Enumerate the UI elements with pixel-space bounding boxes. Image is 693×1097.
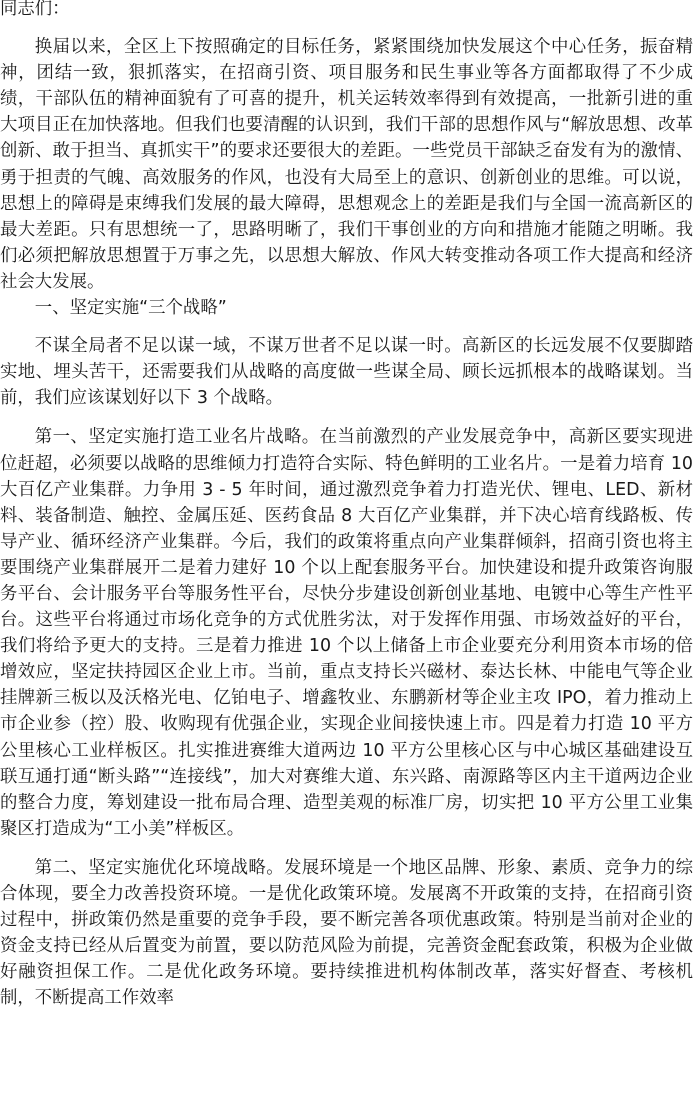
strategy-overview-paragraph: 不谋全局者不足以谋一域，不谋万世者不足以谋一时。高新区的长远发展不仅要脚踏实地、埋头苦干，还需要我们从战略的高度做一些谋全局、顾长远抓根本的战略谋划。当前，我们应该谋划好以下 3 个战略。 [0, 336, 693, 409]
section-heading-three-strategies: 一、坚定实施“三个战略” [34, 298, 227, 319]
industrial-brand-strategy-paragraph: 第一、坚定实施打造工业名片战略。在当前激烈的产业发展竞争中，高新区要实现进位赶超，必须要以战略的思维倾力打造符合实际、特色鲜明的工业名片。一是着力培育 10 大百亿产业集群。力争用 3 - 5 年时间，通过激烈竞争着力打造光伏、锂电、LED、新材料、装备制造、触控、金属压延、医药食品 8 大百亿产业集群，并下决心培育线路板、传导产业、循环经济产业集群。今后，我们的政策将重点向产业集群倾斜，招商引资也将主要围绕产业集群展开二是着力建好 10 个以上配套服务平台。加快建设和提升政策咨询服务平台、会计服务平台等服务性平台，尽快分步建设创新创业基地、电镀中心等生产性平台。这些平台将通过市场化竞争的方式优胜劣汰，对于发挥作用强、市场效益好的平台，我们将给予更大的支持。三是着力推进 10 个以上储备上市企业要充分利用资本市场的倍增效应，坚定扶持园区企业上市。当前，重点支持长兴磁材、泰达长林、中能电气等企业挂牌新三板以及沃格光电、亿铂电子、增鑫牧业、东鹏新材等企业主攻 IPO，着力推动上市企业参（控）股、收购现有优强企业，实现企业间接快速上市。四是着力打造 10 平方公里核心工业样板区。扎实推进赛维大道两边 10 平方公里核心区与中心城区基础建设互联互通打通“断头路”“连接线”，加大对赛维大道、东兴路、南源路等区内主干道两边企业的整合力度，筹划建设一批布局合理、造型美观的标准厂房，切实把 10 平方公里工业集聚区打造成为“工小美”样板区。 [0, 427, 693, 839]
environment-strategy-paragraph: 第二、坚定实施优化环境战略。发展环境是一个地区品牌、形象、素质、竞争力的综合体现，要全力改善投资环境。一是优化政策环境。发展离不开政策的支持，在招商引资过程中，拼政策仍然是重要的竞争手段，要不断完善各项优惠政策。特别是当前对企业的资金支持已经从后置变为前置，要以防范风险为前提，完善资金配套政策，积极为企业做好融资担保工作。二是优化政务环境。要持续推进机构体制改革，落实好督查、考核机制，不断提高工作效率 [0, 857, 693, 1009]
intro-paragraph: 换届以来，全区上下按照确定的目标任务，紧紧围绕加快发展这个中心任务，振奋精神，团结一致，狠抓落实，在招商引资、项目服务和民生事业等各方面都取得了不少成绩，干部队伍的精神面貌有了可喜的提升，机关运转效率得到有效提高，一批新引进的重大项目正在加快落地。但我们也要清醒的认识到，我们干部的思想作风与“解放思想、改革创新、敢于担当、真抓实干”的要求还要很大的差距。一些党员干部缺乏奋发有为的激情、勇于担责的气魄、高效服务的作风，也没有大局至上的意识、创新创业的思维。可以说，思想上的障碍是束缚我们发展的最大障碍，思想观念上的差距是我们与全国一流高新区的最大差距。只有思想统一了，思路明晰了，我们干事创业的方向和措施才能随之明晰。我们必须把解放思想置于万事之先，以思想大解放、作风大转变推动各项工作大提高和经济社会大发展。 [0, 37, 693, 292]
salutation: 同志们： [0, 0, 70, 19]
